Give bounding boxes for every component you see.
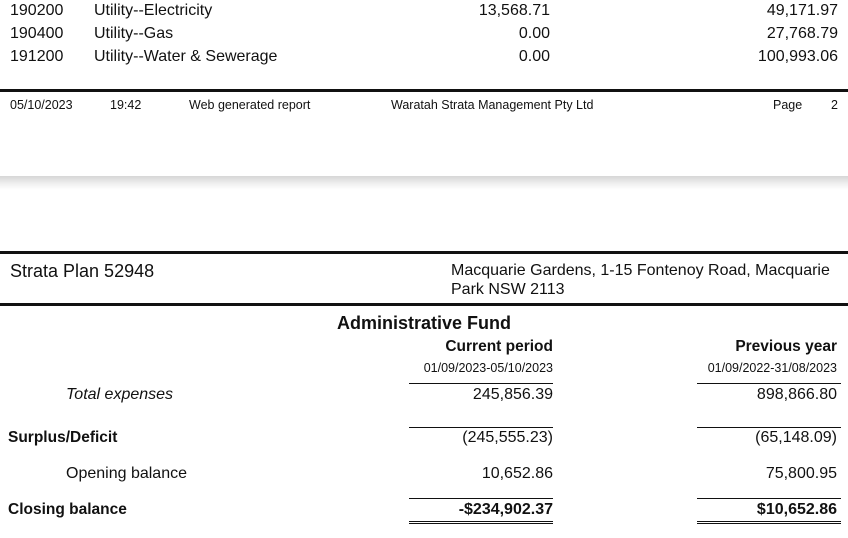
total-expenses-current: 245,856.39 [472, 386, 553, 403]
closing-balance-previous: $10,652.86 [756, 501, 837, 518]
subtotal-rule [697, 427, 841, 428]
total-rule [697, 498, 841, 499]
page-label: Page [773, 98, 803, 112]
total-expenses-previous: 898,866.80 [756, 386, 837, 403]
opening-balance-previous: 75,800.95 [765, 465, 837, 482]
double-underline [697, 521, 841, 524]
table-row [0, 25, 848, 47]
current-amount: 0.00 [518, 25, 550, 42]
double-underline [409, 521, 553, 524]
surplus-deficit-label: Surplus/Deficit [8, 429, 118, 446]
strata-plan-title: Strata Plan 52948 [10, 261, 155, 281]
subtotal-rule [409, 427, 553, 428]
table-row [0, 2, 848, 24]
current-amount: 0.00 [518, 48, 550, 65]
current-period-heading: Current period [445, 338, 553, 355]
surplus-deficit-current: (245,555.23) [462, 429, 553, 446]
report-time: 19:42 [110, 98, 142, 112]
account-name: Utility--Gas [94, 25, 174, 42]
report-date: 05/10/2023 [10, 98, 73, 112]
closing-balance-current: -$234,902.37 [458, 501, 553, 518]
surplus-deficit-previous: (65,148.09) [755, 429, 837, 446]
current-amount: 13,568.71 [478, 2, 550, 19]
total-rule [409, 498, 553, 499]
header-rule-top [0, 251, 848, 254]
account-code: 190400 [10, 25, 64, 42]
closing-balance-label: Closing balance [8, 501, 127, 518]
subtotal-rule [697, 383, 841, 384]
opening-balance-label: Opening balance [66, 465, 187, 482]
current-period-range: 01/09/2023-05/10/2023 [423, 361, 553, 375]
account-name: Utility--Water & Sewerage [94, 48, 278, 65]
previous-amount: 27,768.79 [766, 25, 838, 42]
previous-amount: 100,993.06 [757, 48, 838, 65]
opening-balance-current: 10,652.86 [481, 465, 553, 482]
table-row [0, 48, 848, 70]
previous-year-heading: Previous year [735, 338, 837, 355]
header-rule-bottom [0, 303, 848, 306]
account-code: 191200 [10, 48, 64, 65]
account-code: 190200 [10, 2, 64, 19]
fund-title: Administrative Fund [336, 313, 511, 333]
previous-year-range: 01/09/2022-31/08/2023 [707, 361, 837, 375]
property-address: Macquarie Gardens, 1-15 Fontenoy Road, Macquarie Park NSW 2113 [451, 262, 830, 298]
subtotal-rule [409, 383, 553, 384]
report-source: Web generated report [189, 98, 311, 112]
page-break [0, 176, 848, 190]
footer-rule [0, 89, 848, 92]
account-name: Utility--Electricity [94, 2, 213, 19]
page-number: 2 [831, 98, 838, 112]
previous-amount: 49,171.97 [766, 2, 838, 19]
company-name: Waratah Strata Management Pty Ltd [391, 98, 594, 112]
total-expenses-label: Total expenses [66, 386, 174, 403]
